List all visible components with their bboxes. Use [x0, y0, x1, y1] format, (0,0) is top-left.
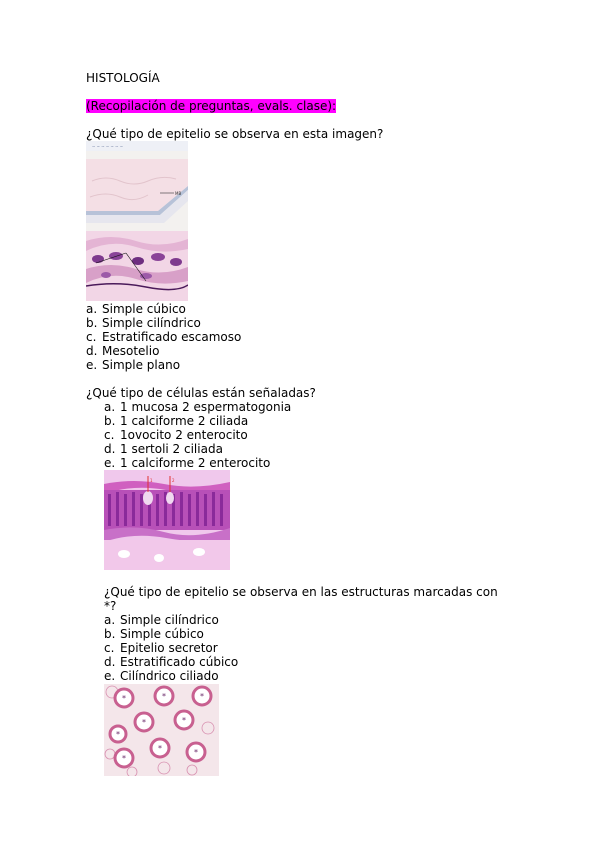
question-2-text: ¿Qué tipo de células están señaladas? [86, 386, 316, 400]
question-3-image [104, 684, 219, 776]
question-3-option-b: b. Simple cúbico [104, 627, 204, 641]
document-subtitle [86, 99, 336, 113]
question-1-image [86, 141, 188, 301]
question-1-option-e: e. Simple plano [86, 358, 181, 372]
question-1-option-a: a. Simple cúbico [86, 302, 186, 316]
ciliated-epithelium-micrograph [104, 470, 230, 570]
question-2-option-e: e. 1 calciforme 2 enterocito [104, 456, 271, 470]
question-3-option-c: c. Epitelio secretor [104, 641, 218, 655]
question-3-option-d: d. Estratificado cúbico [104, 655, 239, 669]
glandular-tissue-micrograph [104, 684, 219, 776]
svg-text:~ ~ ~ ~ ~ ~ ~: ~ ~ ~ ~ ~ ~ ~ [92, 144, 124, 149]
question-2-option-a: a. 1 mucosa 2 espermatogonia [104, 400, 292, 414]
svg-text:*: * [116, 730, 120, 739]
svg-text:*: * [200, 692, 204, 701]
svg-text:*: * [122, 694, 126, 703]
question-1-option-c: c. Estratificado escamoso [86, 330, 242, 344]
question-1-text: ¿Qué tipo de epitelio se observa en esta imagen? [86, 127, 384, 141]
question-3-text-line1: ¿Qué tipo de epitelio se observa en las estructuras marcadas con [104, 585, 498, 599]
question-2-option-b: b. 1 calciforme 2 ciliada [104, 414, 249, 428]
svg-text:*: * [158, 744, 162, 753]
svg-text:1: 1 [150, 478, 153, 483]
highlighted-subtitle: (Recopilación de preguntas, evals. clase): [86, 99, 337, 113]
question-3-text-line2: *? [104, 599, 117, 613]
svg-text:*: * [182, 716, 186, 725]
svg-text:*: * [142, 718, 146, 727]
question-2-option-c: c. 1ovocito 2 enterocito [104, 428, 248, 442]
epithelium-diagram-figure [86, 141, 188, 301]
svg-text:*: * [194, 748, 198, 757]
svg-text:*: * [162, 692, 166, 701]
question-3-option-e: e. Cilíndrico ciliado [104, 669, 219, 683]
question-2-image [104, 470, 230, 570]
question-1-option-b: b. Simple cilíndrico [86, 316, 201, 330]
question-2-option-d: d. 1 sertoli 2 ciliada [104, 442, 223, 456]
document-title: HISTOLOGÍA [86, 71, 160, 85]
svg-text:2: 2 [172, 478, 175, 483]
question-3-option-a: a. Simple cilíndrico [104, 613, 219, 627]
mb-label: MB [175, 191, 182, 196]
svg-text:*: * [122, 754, 126, 763]
question-1-option-d: d. Mesotelio [86, 344, 160, 358]
